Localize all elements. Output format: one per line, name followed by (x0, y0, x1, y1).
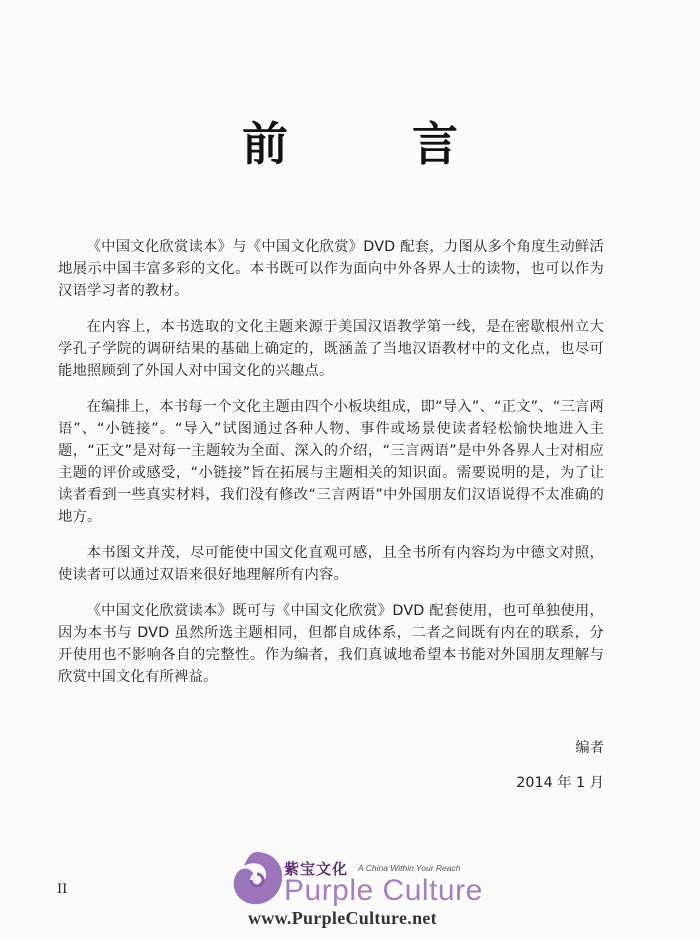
preface-body (58, 236, 604, 702)
paragraph-3: 在编排上，本书每一个文化主题由四个小板块组成，即“导入”、“正文”、“三言两语”、“小链接”。“导入”试图通过各种人物、事件或场景使读者轻松愉快地进入主题，“正文”是对每一主题较为全面、深入的介绍，“三言两语”是中外各界人士对相应主题的评价或感受，“小链接”旨在拓展与主题相关的知识面。需要说明的是，为了让读者看到一些真实材料，我们没有修改“三言两语”中外国朋友们汉语说得不太准确的地方。 (58, 399, 604, 525)
watermark-brand-name: Purple Culture (284, 874, 483, 907)
paragraph-2: 在内容上，本书选取的文化主题来源于美国汉语教学第一线，是在密歇根州立大学孔子学院的调研结果的基础上确定的，既涵盖了当地汉语教材中的文化点，也尽可能地照顾到了外国人对中国文化的兴趣点。 (58, 319, 604, 379)
purple-culture-logo-icon (226, 848, 288, 910)
editor-signature: 编者 (575, 740, 604, 756)
page-number: II (57, 882, 68, 897)
paragraph-1: 《中国文化欣赏读本》与《中国文化欣赏》DVD 配套，力图从多个角度生动鲜活地展示中国丰富多彩的文化。本书既可以作为面向中外各界人士的读物，也可以作为汉语学习者的教材。 (58, 239, 604, 299)
watermark-chinese-name: 紫宝文化 (284, 860, 349, 878)
publication-date: 2014 年 1 月 (516, 775, 604, 791)
watermark-url: www.PurpleCulture.net (248, 908, 437, 928)
page-title: 前 言 (241, 117, 512, 171)
paragraph-5: 《中国文化欣赏读本》既可与《中国文化欣赏》DVD 配套使用，也可单独使用，因为本书与 DVD 虽然所选主题相同，但都自成体系，二者之间既有内在的联系，分开使用也不影响各自的完整性。作为编者，我们真诚地希望本书能对外国朋友理解与欣赏中国文化有所裨益。 (58, 603, 604, 685)
watermark-tagline: A China Within Your Reach (358, 863, 461, 873)
paragraph-4: 本书图文并茂，尽可能使中国文化直观可感，且全书所有内容均为中德文对照，使读者可以通过双语来很好地理解所有内容。 (58, 545, 604, 583)
